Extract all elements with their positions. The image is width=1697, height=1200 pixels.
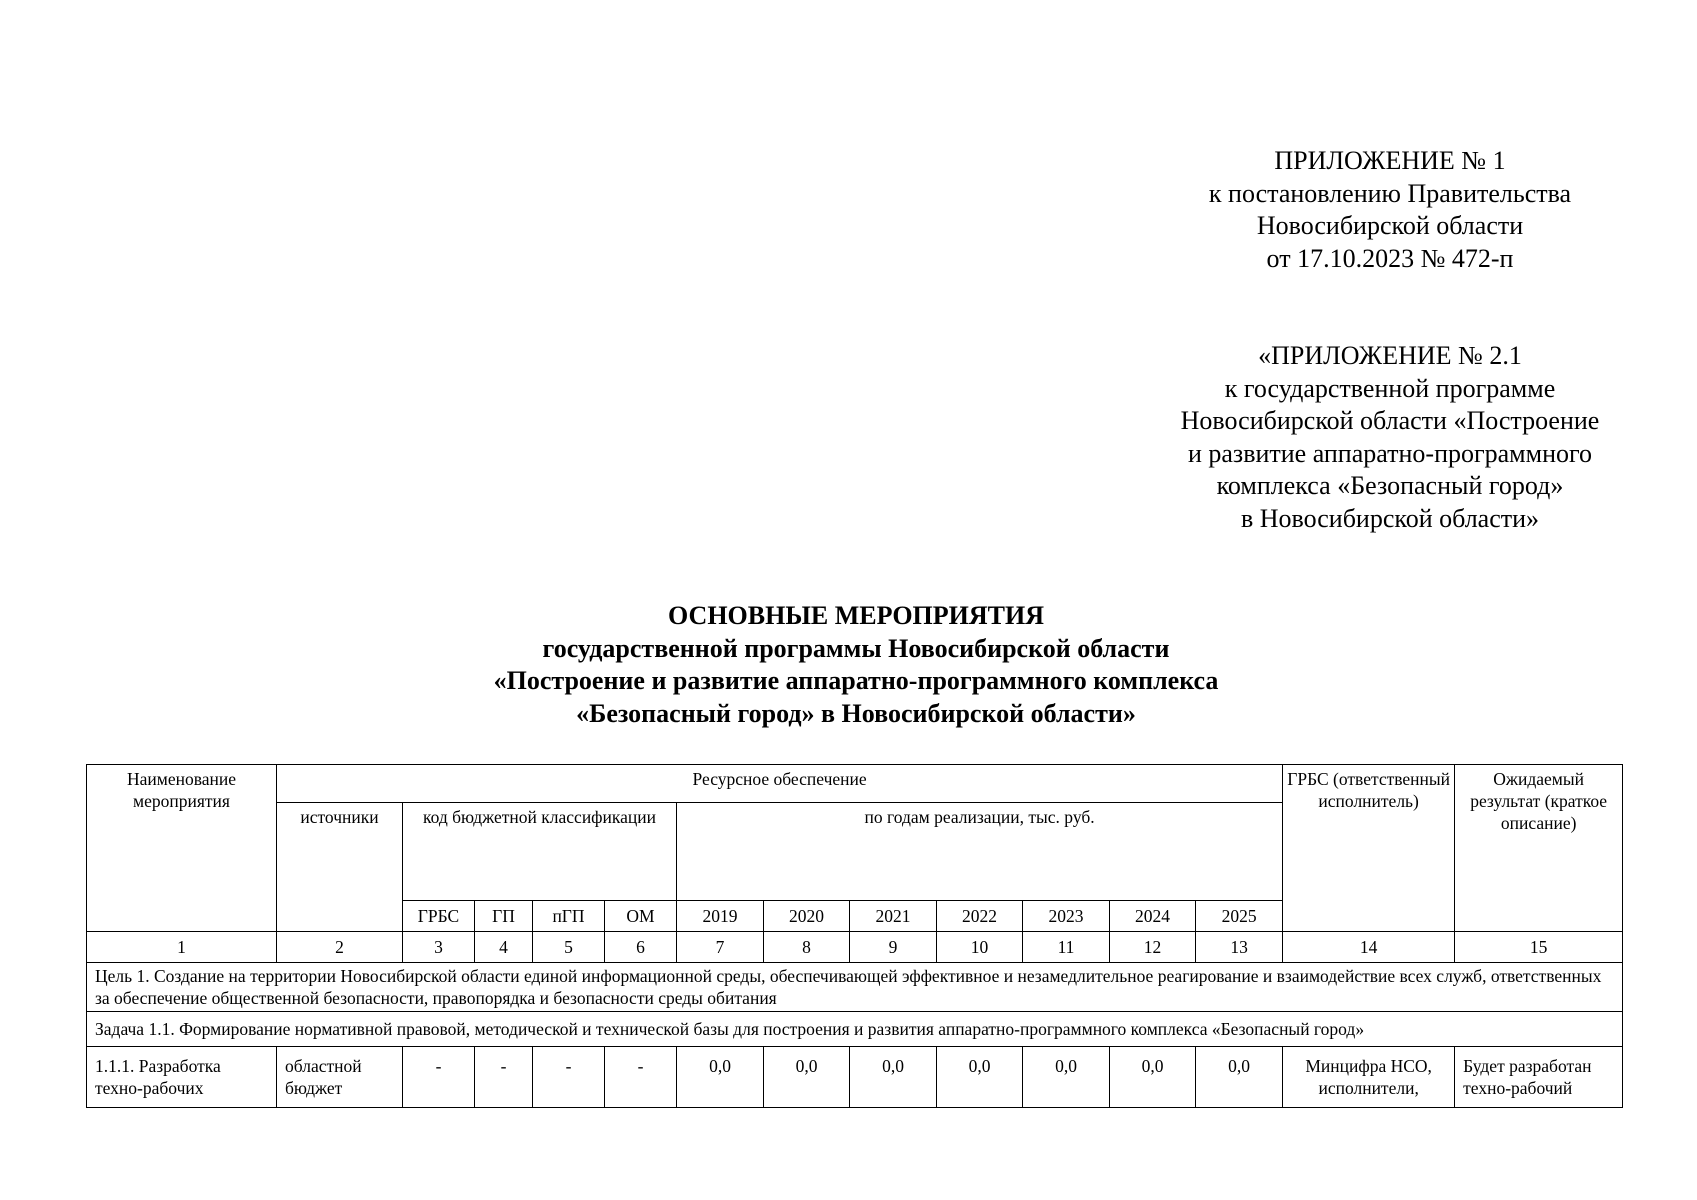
column-numbers-row (87, 932, 1623, 963)
header-year: 2021 (850, 901, 937, 932)
column-number: 13 (1196, 932, 1283, 963)
header-budget-code: код бюджетной классификации (403, 803, 677, 901)
year-value-cell: 0,0 (850, 1047, 937, 1108)
header-year: 2024 (1110, 901, 1196, 932)
column-number: 3 (403, 932, 475, 963)
column-number: 8 (764, 932, 850, 963)
header-year: 2025 (1196, 901, 1283, 932)
code-cell: - (533, 1047, 605, 1108)
appendix-2-1-header (1100, 340, 1680, 535)
header-by-years: по годам реализации, тыс. руб. (677, 803, 1283, 901)
appendix-1-line: ПРИЛОЖЕНИЕ № 1 (1274, 146, 1506, 175)
column-number: 14 (1283, 932, 1455, 963)
column-number: 12 (1110, 932, 1196, 963)
column-number: 11 (1023, 932, 1110, 963)
appendix-2-line: и развитие аппаратно-программного (1187, 438, 1593, 468)
document-title-line: ОСНОВНЫЕ МЕРОПРИЯТИЯ (668, 601, 1044, 630)
column-number: 6 (605, 932, 677, 963)
column-number: 15 (1455, 932, 1623, 963)
task-row: Задача 1.1. Формирование нормативной правовой, методической и технической базы для построения и развития аппаратно-программного комплекса «Безопасный город» (87, 1012, 1623, 1047)
header-code-pgp: пГП (533, 901, 605, 932)
appendix-2-line: Новосибирской области «Построение (1180, 406, 1600, 435)
header-sources: источники (277, 803, 403, 932)
appendix-1-line: от 17.10.2023 № 472-п (1266, 243, 1514, 273)
year-value-cell: 0,0 (1023, 1047, 1110, 1108)
source-cell: областной бюджет (277, 1047, 403, 1108)
header-year: 2022 (937, 901, 1023, 932)
column-number: 10 (937, 932, 1023, 963)
column-number: 4 (475, 932, 533, 963)
year-value-cell: 0,0 (764, 1047, 850, 1108)
year-value-cell: 0,0 (677, 1047, 764, 1108)
header-grbs-executor: ГРБС (ответственный исполнитель) (1283, 765, 1455, 932)
year-value-cell: 0,0 (1196, 1047, 1283, 1108)
header-resources: Ресурсное обеспечение (277, 765, 1283, 803)
appendix-1-line: к постановлению Правительства (1208, 178, 1572, 208)
header-expected-result: Ожидаемый результат (краткое описание) (1455, 765, 1623, 932)
column-number: 1 (87, 932, 277, 963)
header-year: 2020 (764, 901, 850, 932)
code-cell: - (605, 1047, 677, 1108)
header-code-om: ОМ (605, 901, 677, 932)
header-code-grbs: ГРБС (403, 901, 475, 932)
appendix-2-line: в Новосибирской области» (1240, 503, 1540, 533)
result-cell: Будет разработан техно-рабочий (1455, 1047, 1623, 1108)
measures-table (86, 764, 1623, 1108)
header-code-gp: ГП (475, 901, 533, 932)
header-year: 2019 (677, 901, 764, 932)
appendix-1-line: Новосибирской области (1256, 211, 1524, 240)
table-row (87, 1047, 1623, 1108)
document-title-line: «Безопасный город» в Новосибирской области» (576, 698, 1136, 728)
year-value-cell: 0,0 (937, 1047, 1023, 1108)
code-cell: - (403, 1047, 475, 1108)
document-title-line: государственной программы Новосибирской области (542, 633, 1170, 663)
column-number: 2 (277, 932, 403, 963)
document-title (0, 600, 1697, 730)
goal-row: Цель 1. Создание на территории Новосибирской области единой информационной среды, обеспечивающей эффективное и незамедлительное реагирование и взаимодействие всех служб, ответственных за обеспечение общественной безопасности, правопорядка и безопасности среды обитания (87, 963, 1623, 1012)
year-value-cell: 0,0 (1110, 1047, 1196, 1108)
column-number: 5 (533, 932, 605, 963)
column-number: 9 (850, 932, 937, 963)
appendix-2-line: к государственной программе (1224, 373, 1556, 403)
appendix-1-header (1100, 145, 1680, 275)
measure-name-cell: 1.1.1. Разработка техно-рабочих (87, 1047, 277, 1108)
appendix-2-line: комплекса «Безопасный город» (1216, 471, 1564, 500)
document-title-line: «Построение и развитие аппаратно-программного комплекса (493, 666, 1219, 695)
appendix-2-line: «ПРИЛОЖЕНИЕ № 2.1 (1258, 341, 1522, 370)
header-measure-name: Наименование мероприятия (87, 765, 277, 932)
column-number: 7 (677, 932, 764, 963)
header-year: 2023 (1023, 901, 1110, 932)
code-cell: - (475, 1047, 533, 1108)
executor-cell: Минцифра НСО, исполнители, (1283, 1047, 1455, 1108)
